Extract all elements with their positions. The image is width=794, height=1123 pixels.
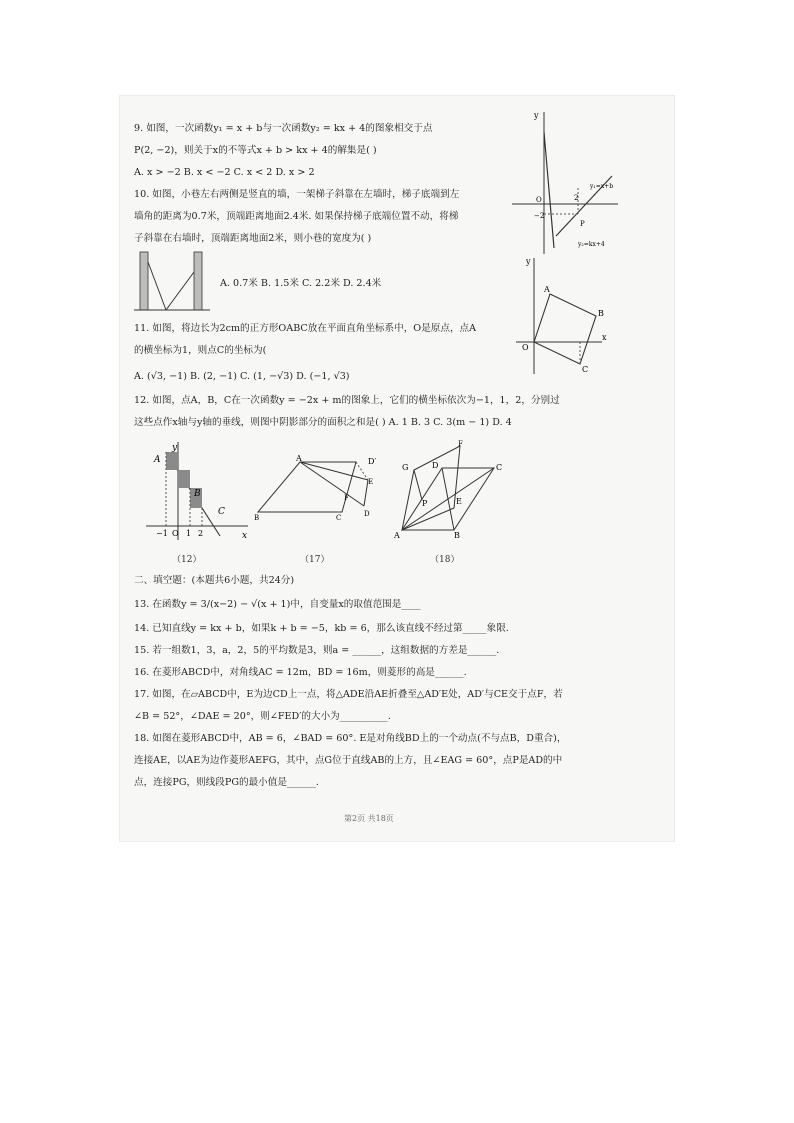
q15-text: 15. 若一组数1，3，a，2，5的平均数是3，则a = ______，这组数据的方差是______. — [134, 645, 500, 656]
fig9-origin-label: O — [536, 196, 542, 204]
fig17-point-c: C — [336, 514, 342, 522]
fig12-point-a: A — [154, 455, 161, 465]
page-footer: 第2页 共18页 — [344, 814, 394, 823]
figure-q10-alley — [132, 250, 212, 312]
q17-line1: 17. 如图，在▱ABCD中，E为边CD上一点，将△ADE沿AE折叠至△AD′E处，AD′与CE交于点F，若 — [134, 689, 563, 700]
q10-line3: 子斜靠在右墙时，顶端距离地面2米，则小巷的宽度为( ) — [134, 233, 372, 244]
fig9-y-label: y — [534, 111, 539, 120]
fig11-y-label: y — [526, 257, 531, 266]
fig12-point-c: C — [218, 507, 225, 517]
fig12-tick-1: 1 — [186, 529, 192, 538]
fig11-origin: O — [522, 343, 529, 352]
fig11-point-a: A — [544, 285, 550, 294]
q10-options: A. 0.7米 B. 1.5米 C. 2.2米 D. 2.4米 — [220, 278, 382, 289]
fig18-point-d: D — [432, 461, 439, 470]
q18-line1: 18. 如图在菱形ABCD中，AB = 6，∠BAD = 60°. E是对角线BD上的一个动点(不与点B，D重合)， — [134, 733, 567, 744]
fig18-point-g: G — [402, 463, 409, 472]
q12-line2: 这些点作x轴与y轴的垂线，则图中阴影部分的面积之和是( ) A. 1 B. 3 C. 3(m − 1) D. 4 — [134, 417, 512, 428]
fig9-line1-label: y₁=x+b — [590, 183, 614, 190]
q9-line1: 9. 如图，一次函数y₁ = x + b与一次函数y₂ = kx + 4的图象相交于点 — [134, 123, 433, 134]
q10-line2: 墙角的距离为0.7米，顶端距离地面2.4米. 如果保持梯子底端位置不动，将梯 — [134, 211, 459, 222]
fig9-tick-2: 2 — [574, 194, 579, 202]
fig17-point-b: B — [254, 514, 260, 522]
fig12-origin: O — [172, 529, 179, 538]
section-2-heading: 二、填空题：(本题共6小题，共24分) — [134, 575, 295, 586]
scanned-exam-page — [120, 96, 674, 841]
fig18-caption: （18） — [430, 555, 460, 565]
fig12-y-label: y — [172, 443, 178, 453]
fig12-tick-neg1: −1 — [156, 529, 168, 538]
q16-text: 16. 在菱形ABCD中，对角线AC = 12m，BD = 16m，则菱形的高是______. — [134, 667, 467, 678]
fig18-point-f: F — [458, 440, 463, 448]
figure-q9-graph — [508, 108, 620, 256]
fig9-point-p: P — [580, 220, 585, 228]
fig18-point-p: P — [422, 499, 428, 508]
fig17-point-f: F — [344, 494, 349, 502]
figure-q17-parallelogram — [252, 454, 382, 524]
q11-line1: 11. 如图，将边长为2cm的正方形OABC放在平面直角坐标系中，O是原点，点A — [134, 323, 477, 334]
q11-options: A. (√3, −1) B. (2, −1) C. (1, −√3) D. (−1, √3) — [134, 371, 350, 382]
fig9-line2-label: y₂=kx+4 — [578, 241, 605, 248]
fig12-point-b: B — [194, 489, 201, 499]
fig12-caption: （12） — [172, 555, 202, 565]
fig11-x-label: x — [602, 333, 607, 342]
fig17-point-d: D — [364, 510, 370, 518]
figure-q11-square — [512, 254, 612, 376]
fig11-point-b: B — [598, 309, 604, 318]
q18-line2: 连接AE，以AE为边作菱形AEFG，其中，点G位于直线AB的上方，且∠EAG = 60°，点P是AD的中 — [134, 755, 563, 766]
fig18-point-e: E — [456, 497, 462, 506]
q18-line3: 点，连接PG，则线段PG的最小值是______. — [134, 777, 319, 788]
q9-line2: P(2, −2)，则关于x的不等式x + b > kx + 4的解集是( ) — [134, 145, 377, 156]
fig9-tick-neg2: −2 — [534, 212, 545, 220]
q9-options: A. x > −2 B. x < −2 C. x < 2 D. x > 2 — [134, 167, 315, 178]
fig17-point-e: E — [368, 478, 374, 486]
fig17-point-d-prime: D′ — [368, 457, 377, 466]
fig12-tick-2: 2 — [198, 529, 204, 538]
fig18-point-a: A — [394, 531, 400, 540]
fig11-point-c: C — [582, 365, 589, 374]
q13-text: 13. 在函数y = 3/(x−2) − √(x + 1)中，自变量x的取值范围是____ — [134, 599, 421, 610]
figure-q18-rhombus — [392, 440, 510, 540]
q11-line2: 的横坐标为1，则点C的坐标为( — [134, 345, 267, 356]
q17-line2: ∠B = 52°，∠DAE = 20°，则∠FED′的大小为__________. — [134, 711, 391, 722]
q12-line1: 12. 如图，点A，B，C在一次函数y = −2x + m的图象上，它们的横坐标依次为−1，1，2，分别过 — [134, 395, 560, 406]
q14-text: 14. 已知直线y = kx + b，如果k + b = −5，kb = 6，那么该直线不经过第_____象限. — [134, 623, 509, 634]
q10-line1: 10. 如图，小巷左右两侧是竖直的墙，一架梯子斜靠在左墙时，梯子底端到左 — [134, 189, 460, 200]
fig12-x-label: x — [242, 531, 248, 541]
fig17-point-a: A — [296, 454, 302, 463]
fig18-point-c: C — [496, 463, 503, 472]
figure-q12-graph — [144, 440, 254, 544]
fig18-point-b: B — [454, 531, 460, 540]
fig17-caption: （17） — [300, 555, 330, 565]
